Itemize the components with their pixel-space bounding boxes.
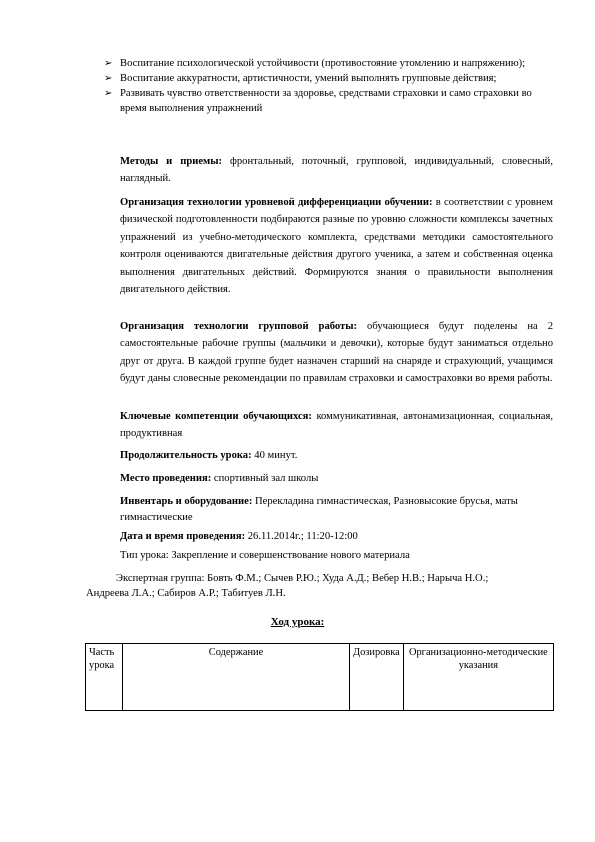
goal-item [104,56,554,71]
goal-item [104,71,554,86]
methods-label: Методы и приемы: [120,156,223,167]
level-differentiation-text: в соответствии с уровнем физической подготовленности подбираются разные по уровню сложности комплексы зачетных упражнений из учебно-методического комплекта, средствами методики самостоятельного контроля оцениваются двигательные действия другого ученика, а затем и собственная оценка выполнения двигательных действий. Формируются знания о правильности выполнения двигательного действия. [120,197,553,296]
place-text: спортивный зал школы [211,473,319,484]
goal-text: Воспитание психологической устойчивости (противостояние утомлению и напряжению); [120,58,526,69]
level-differentiation-label: Организация технологии уровневой дифференциации обучении: [120,197,433,208]
datetime-text: 26.11.2014г.; 11:20-12:00 [245,531,358,542]
datetime-line [120,530,553,544]
arrow-bullet-icon: ➢ [104,73,113,84]
lesson-plan-title: Ход урока: [270,616,325,628]
equipment-text: Перекладина гимнастическая, Разновысокие брусья, маты гимнастические [120,496,518,523]
methods-text: фронтальный, поточный, групповой, индивидуальный, словесный, наглядный. [120,156,554,185]
datetime-label: Дата и время проведения: [120,531,246,542]
arrow-bullet-icon: ➢ [104,88,113,99]
goal-text: Развивать чувство ответственности за здоровье, средствами страховки и само страховки во время выполнения упражнений [120,88,532,114]
goal-item [104,86,554,116]
goals-list [104,56,554,116]
place-label: Место проведения: [120,473,212,484]
arrow-bullet-icon: ➢ [104,58,113,69]
expert-group [86,571,556,601]
competencies-text: коммуникативная, автонамизационная, социальная, продуктивная [120,411,554,440]
duration-label: Продолжительность урока: [120,450,252,461]
methods-paragraph [120,153,553,188]
header-dosage: Дозировка [350,644,404,711]
header-guidance: Организационно-методические указания [403,644,553,711]
expert-group-line: Андреева Л.А.; Сабиров А.Р.; Табитуев Л.Н. [86,588,286,599]
equipment-line [120,494,553,526]
competencies-paragraph [120,408,553,443]
table-header-row [86,644,554,711]
level-differentiation-paragraph [120,194,553,298]
header-content: Содержание [123,644,350,711]
goal-text: Воспитание аккуратности, артистичности, умений выполнять групповые действия; [120,73,497,84]
group-work-text: обучающиеся будут поделены на 2 самостоятельные рабочие группы (мальчики и девочки), которые будут заниматься отдельно друг от друга. В каждой группе будет назначен старший на снаряде и страхующий, учащимся будут даны словесные рекомендации по правилам страховки и самостраховки во время работы. [120,321,553,385]
equipment-label: Инвентарь и оборудование: [120,496,253,507]
group-work-paragraph [120,318,553,388]
group-work-label: Организация технологии групповой работы: [120,321,358,332]
place-line [120,472,553,486]
lesson-plan-table [85,643,554,711]
duration-text: 40 минут. [251,450,298,461]
lesson-type: Тип урока: Закрепление и совершенствование нового материала [120,550,410,561]
competencies-label: Ключевые компетенции обучающихся: [120,411,312,422]
expert-group-line: Экспертная группа: Бовть Ф.М.; Сычев Р.Ю.; Худа А.Д.; Вебер Н.В.; Нарыча Н.О.; [116,573,489,584]
duration-line [120,449,553,463]
header-part: Часть урока [86,644,123,711]
